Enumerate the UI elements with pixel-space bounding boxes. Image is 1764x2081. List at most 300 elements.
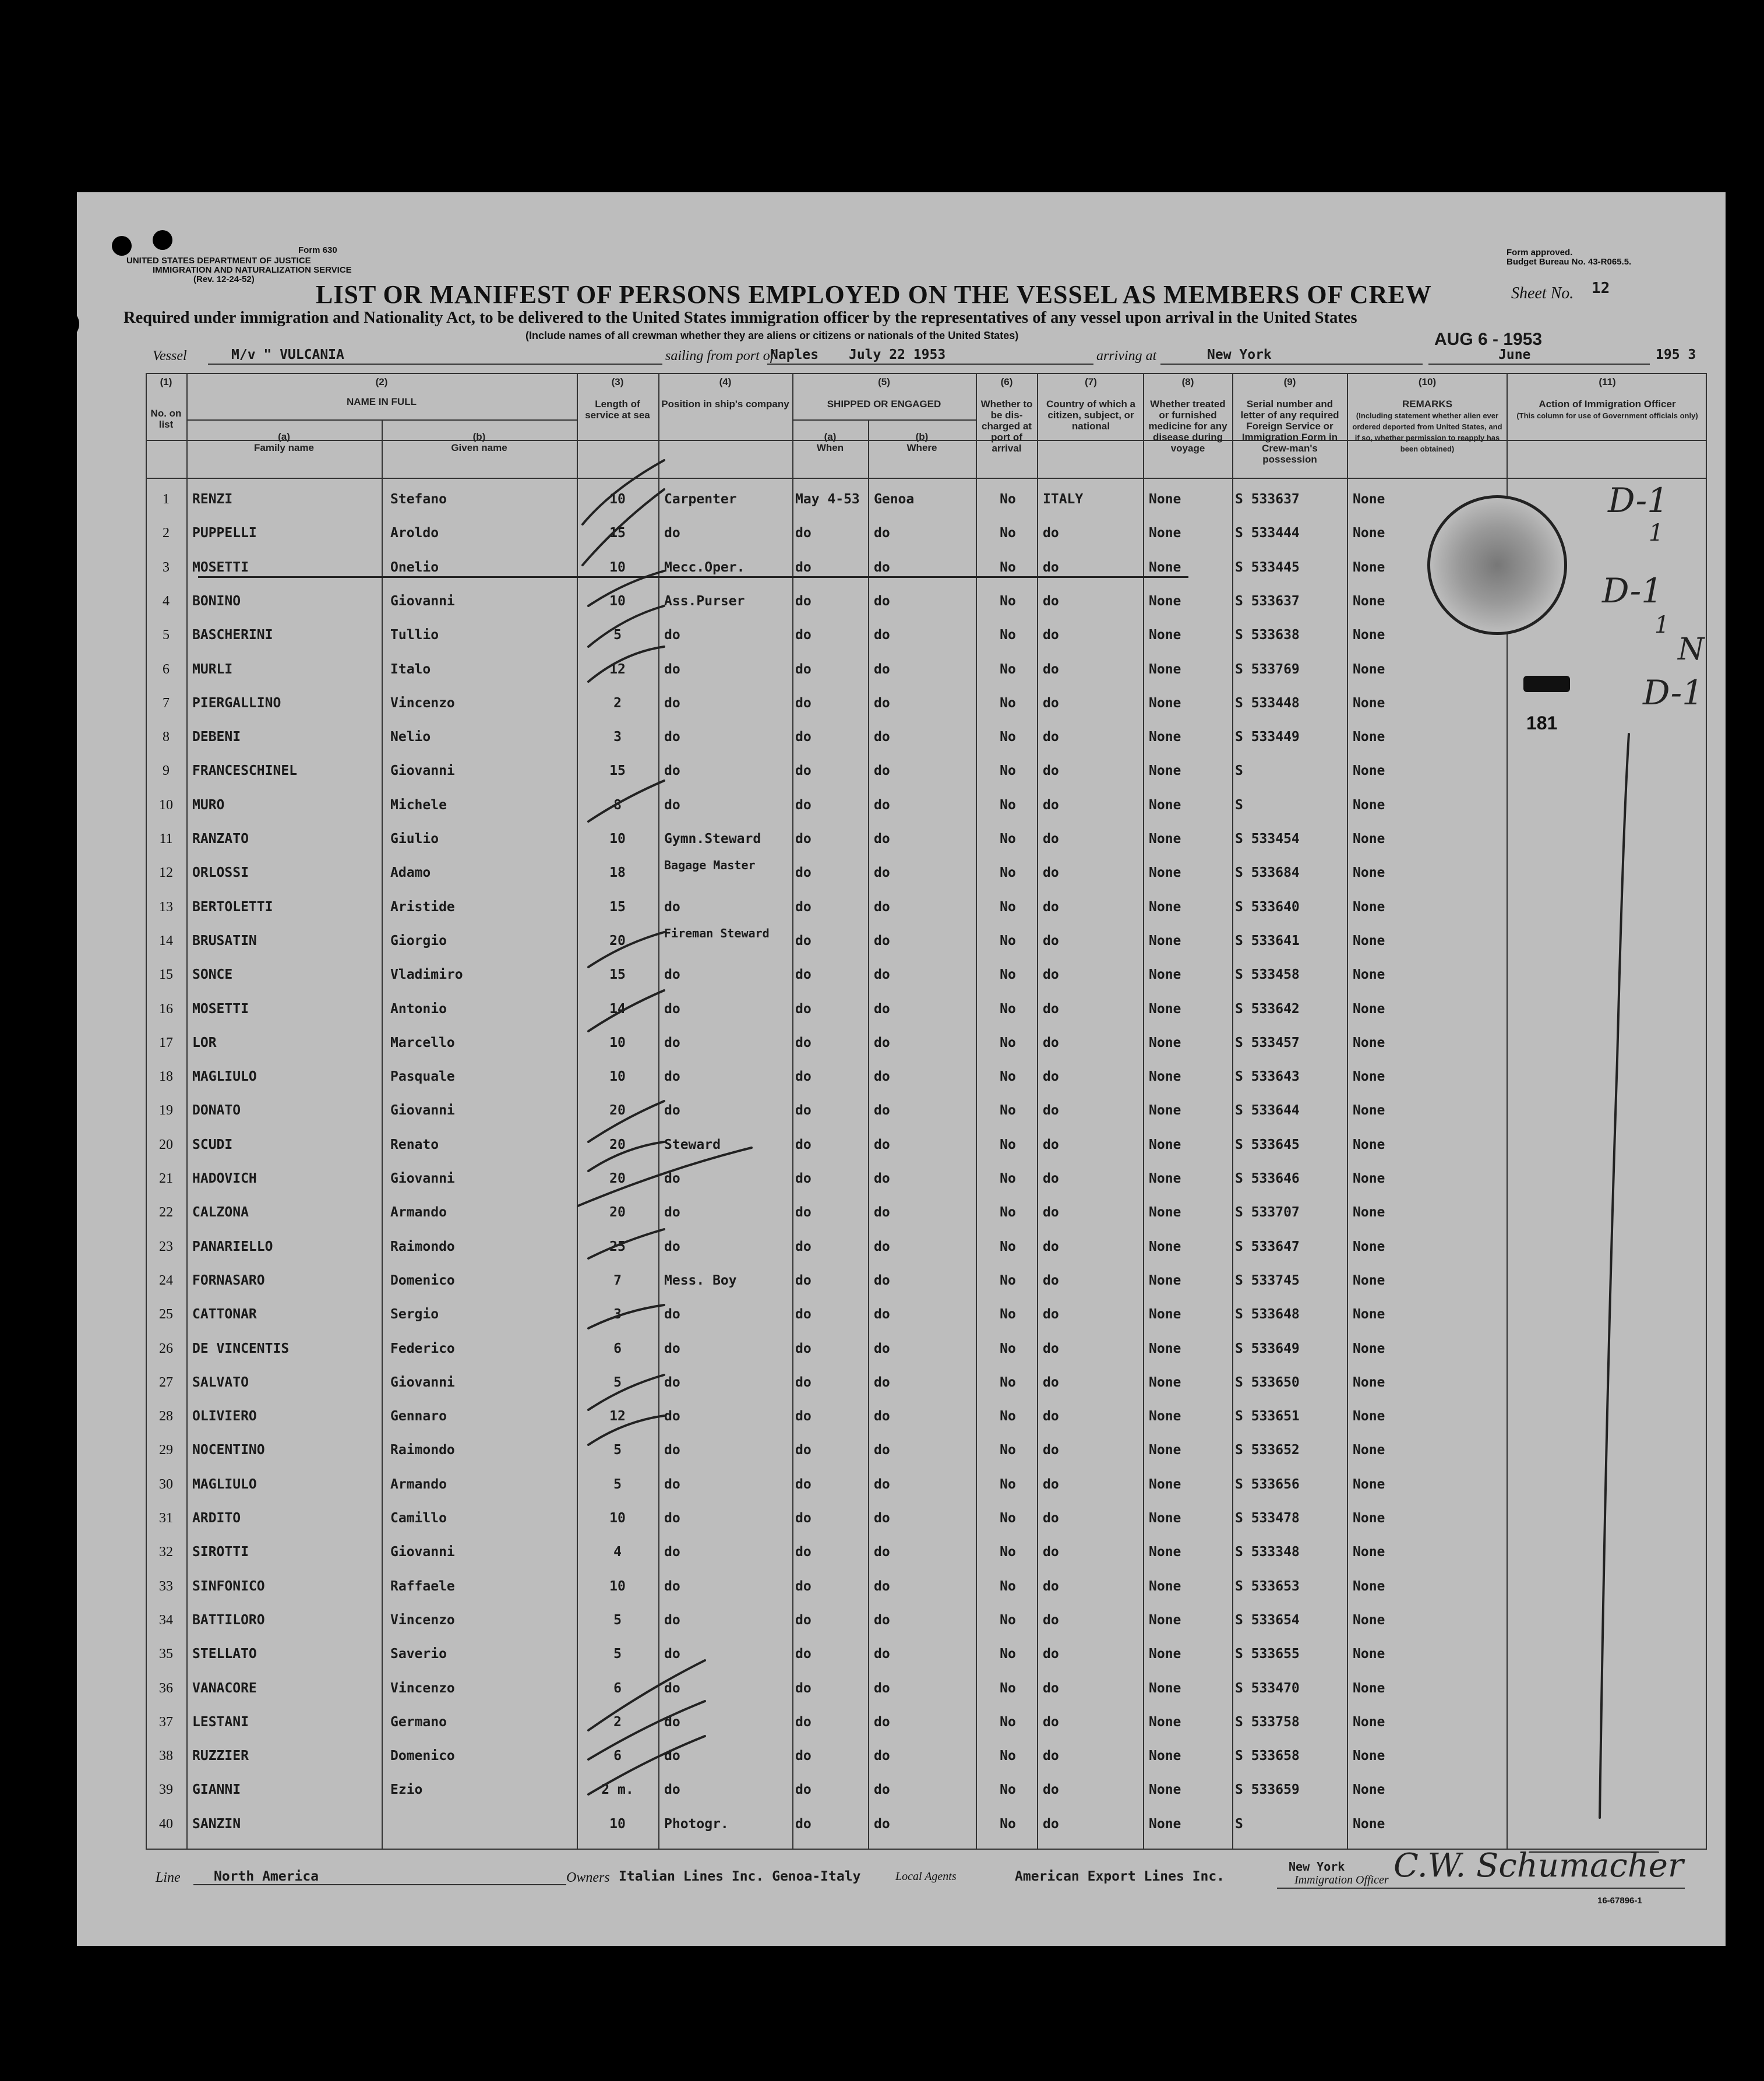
cell-service: 7: [613, 1272, 622, 1288]
col2-header: (2): [375, 376, 388, 387]
cell-discharged: No: [1000, 1171, 1016, 1186]
cell-family: NOCENTINO: [192, 1442, 265, 1458]
cell-discharged: No: [1000, 1307, 1016, 1322]
cell-remarks: None: [1353, 593, 1385, 609]
cell-no: 3: [163, 559, 170, 575]
printer-code: 16-67896-1: [1597, 1896, 1642, 1906]
cell-remarks: None: [1353, 763, 1385, 779]
cell-where: do: [874, 1374, 890, 1390]
cell-serial: S 533448: [1235, 695, 1300, 711]
cell-discharged: No: [1000, 525, 1016, 541]
cell-when: do: [795, 933, 812, 948]
cell-medicine: None: [1149, 1001, 1181, 1017]
cell-discharged: No: [1000, 1612, 1016, 1628]
cell-when: do: [795, 1612, 812, 1628]
cell-no: 26: [159, 1341, 173, 1356]
cell-remarks: None: [1353, 1001, 1385, 1017]
cell-country: do: [1043, 729, 1059, 745]
cell-serial: S 533745: [1235, 1272, 1300, 1288]
cell-country: do: [1043, 1612, 1059, 1628]
cell-position: do: [664, 1782, 680, 1798]
cell-serial: S 533457: [1235, 1035, 1300, 1050]
cell-service: 12: [609, 1409, 626, 1424]
cell-no: 27: [159, 1374, 173, 1390]
punch-hole: [47, 402, 77, 432]
cell-service: 10: [609, 1511, 626, 1526]
cell-when: do: [795, 967, 812, 983]
punch-hole: [47, 227, 77, 258]
cell-medicine: None: [1149, 1680, 1181, 1696]
cell-given: Renato: [390, 1137, 439, 1152]
cell-where: do: [874, 559, 890, 575]
cell-family: ORLOSSI: [192, 865, 249, 881]
cell-serial: S 533658: [1235, 1748, 1300, 1764]
cell-discharged: No: [1000, 1272, 1016, 1288]
cell-discharged: No: [1000, 627, 1016, 643]
cell-where: do: [874, 1442, 890, 1458]
cell-family: SANZIN: [192, 1816, 241, 1832]
cell-medicine: None: [1149, 865, 1181, 881]
punch-hole: [47, 1282, 77, 1312]
table-row: [146, 1231, 1707, 1265]
officer-label: Immigration Officer: [1294, 1874, 1389, 1886]
sailing-date: July 22 1953: [849, 347, 946, 362]
cell-no: 16: [159, 1001, 173, 1017]
cell-medicine: None: [1149, 492, 1181, 507]
sailing-label: sailing from port of: [665, 348, 774, 364]
cell-where: do: [874, 1680, 890, 1696]
cell-family: SALVATO: [192, 1374, 249, 1390]
year: 195 3: [1656, 347, 1696, 362]
table-row: [146, 1333, 1707, 1367]
table-row: [146, 1740, 1707, 1774]
cell-country: do: [1043, 1171, 1059, 1186]
cell-where: do: [874, 1239, 890, 1254]
cell-discharged: No: [1000, 1409, 1016, 1424]
cell-service: 6: [613, 1680, 622, 1696]
cell-when: do: [795, 1816, 812, 1832]
cell-when: do: [795, 1544, 812, 1560]
cell-service: 10: [609, 1578, 626, 1594]
cell-service: 10: [609, 831, 626, 846]
cell-remarks: None: [1353, 1816, 1385, 1832]
cell-medicine: None: [1149, 1272, 1181, 1288]
cell-family: FRANCESCHINEL: [192, 763, 298, 779]
cell-medicine: None: [1149, 1035, 1181, 1050]
cell-position: do: [664, 1714, 680, 1730]
cell-given: Vincenzo: [390, 1680, 455, 1696]
cell-no: 23: [159, 1239, 173, 1254]
cell-service: 14: [609, 1001, 626, 1017]
cell-where: do: [874, 933, 890, 948]
cell-given: Armando: [390, 1205, 447, 1221]
cell-medicine: None: [1149, 559, 1181, 575]
table-row: [146, 687, 1707, 721]
cell-where: do: [874, 1069, 890, 1085]
cell-discharged: No: [1000, 1341, 1016, 1356]
cell-remarks: None: [1353, 1612, 1385, 1628]
cell-position: do: [664, 763, 680, 779]
table-row: [146, 1673, 1707, 1706]
cell-position: do: [664, 967, 680, 983]
col6-header: (6) Whether to be dis-charged at port of arrival: [980, 376, 1033, 454]
cell-remarks: None: [1353, 1272, 1385, 1288]
cell-remarks: None: [1353, 1341, 1385, 1356]
cell-medicine: None: [1149, 1069, 1181, 1085]
cell-discharged: No: [1000, 1035, 1016, 1050]
punch-hole: [153, 230, 172, 250]
cell-serial: S 533642: [1235, 1001, 1300, 1017]
cell-serial: S: [1235, 1816, 1243, 1832]
cell-family: RUZZIER: [192, 1748, 249, 1764]
cell-service: 3: [613, 1307, 622, 1322]
cell-no: 20: [159, 1137, 173, 1152]
cell-position: do: [664, 1476, 680, 1492]
cell-service: 20: [609, 933, 626, 948]
table-row: [146, 1502, 1707, 1536]
table-row: [146, 959, 1707, 993]
cell-remarks: None: [1353, 525, 1385, 541]
cell-where: do: [874, 865, 890, 881]
cell-where: do: [874, 1476, 890, 1492]
cell-country: do: [1043, 1307, 1059, 1322]
cell-discharged: No: [1000, 763, 1016, 779]
action-mark-row-7: D-1: [1643, 673, 1704, 713]
cell-where: do: [874, 525, 890, 541]
cell-remarks: None: [1353, 1307, 1385, 1322]
cell-country: do: [1043, 1103, 1059, 1119]
cell-country: do: [1043, 1511, 1059, 1526]
cell-no: 17: [159, 1035, 173, 1050]
action-mark-row-2: 1: [1649, 520, 1664, 546]
officer-signature: C.W. Schumacher: [1393, 1847, 1684, 1885]
cell-given: Giovanni: [390, 1374, 455, 1390]
cell-medicine: None: [1149, 1612, 1181, 1628]
cell-remarks: None: [1353, 1069, 1385, 1085]
cell-discharged: No: [1000, 559, 1016, 575]
cell-family: CATTONAR: [192, 1307, 257, 1322]
cell-service: 15: [609, 763, 626, 779]
cell-medicine: None: [1149, 1476, 1181, 1492]
cell-given: Giovanni: [390, 1103, 455, 1119]
cell-medicine: None: [1149, 831, 1181, 846]
cell-family: MOSETTI: [192, 559, 249, 575]
cell-service: 5: [613, 1612, 622, 1628]
cell-no: 38: [159, 1748, 173, 1764]
cell-serial: S 533445: [1235, 559, 1300, 575]
cell-given: Vincenzo: [390, 695, 455, 711]
cell-where: do: [874, 1612, 890, 1628]
cell-when: May 4-53: [795, 492, 860, 507]
cell-given: Aroldo: [390, 525, 439, 541]
cell-country: ITALY: [1043, 492, 1084, 507]
cell-position: do: [664, 1205, 680, 1221]
form-number: Form 630: [298, 245, 337, 255]
cell-serial: S 533458: [1235, 967, 1300, 983]
cell-country: do: [1043, 899, 1059, 915]
table-row: [146, 1434, 1707, 1468]
cell-country: do: [1043, 1001, 1059, 1017]
cell-remarks: None: [1353, 1171, 1385, 1186]
cell-service: 10: [609, 1069, 626, 1085]
cell-no: 7: [163, 695, 170, 711]
cell-where: do: [874, 797, 890, 813]
cell-serial: S 533478: [1235, 1511, 1300, 1526]
cell-no: 11: [159, 831, 173, 846]
cell-remarks: None: [1353, 967, 1385, 983]
table-row: [146, 823, 1707, 857]
cell-family: MAGLIULO: [192, 1476, 257, 1492]
cell-service: 15: [609, 899, 626, 915]
cell-medicine: None: [1149, 1782, 1181, 1798]
cell-when: do: [795, 627, 812, 643]
col1-header-text: No. on list: [150, 408, 182, 430]
cell-no: 29: [159, 1442, 173, 1458]
cell-country: do: [1043, 525, 1059, 541]
cell-given: Domenico: [390, 1272, 455, 1288]
cell-remarks: None: [1353, 627, 1385, 643]
cell-service: 5: [613, 1476, 622, 1492]
cell-serial: S 533659: [1235, 1782, 1300, 1798]
cell-serial: S 533769: [1235, 661, 1300, 677]
col5a-header: (a) When: [816, 431, 844, 453]
cell-service: 4: [613, 1544, 622, 1560]
cell-service: 10: [609, 492, 626, 507]
officer-city: New York: [1289, 1860, 1345, 1874]
cell-country: do: [1043, 593, 1059, 609]
cell-where: do: [874, 661, 890, 677]
arriving-label: arriving at: [1096, 348, 1157, 364]
cell-discharged: No: [1000, 1714, 1016, 1730]
cell-no: 1: [163, 492, 170, 507]
cell-remarks: None: [1353, 1544, 1385, 1560]
cell-medicine: None: [1149, 1646, 1181, 1662]
cell-family: MURLI: [192, 661, 233, 677]
col5b-header: (b) Where: [906, 431, 937, 453]
cell-family: ARDITO: [192, 1511, 241, 1526]
cell-position: do: [664, 627, 680, 643]
table-row: [146, 654, 1707, 687]
cell-family: STELLATO: [192, 1646, 257, 1662]
cell-when: do: [795, 559, 812, 575]
cell-serial: S 533470: [1235, 1680, 1300, 1696]
cell-position: Gymn.Steward: [664, 831, 761, 846]
cell-no: 19: [159, 1103, 173, 1119]
cell-medicine: None: [1149, 797, 1181, 813]
cell-serial: S 533643: [1235, 1069, 1300, 1085]
cell-remarks: None: [1353, 1714, 1385, 1730]
cell-position: do: [664, 1680, 680, 1696]
cell-country: do: [1043, 933, 1059, 948]
cell-remarks: None: [1353, 1035, 1385, 1050]
cell-when: do: [795, 1205, 812, 1221]
cell-country: do: [1043, 695, 1059, 711]
service-line: IMMIGRATION AND NATURALIZATION SERVICE: [153, 265, 352, 275]
cell-service: 8: [613, 797, 622, 813]
table-row: [146, 993, 1707, 1027]
cell-no: 35: [159, 1646, 173, 1662]
cell-medicine: None: [1149, 1748, 1181, 1764]
cell-position: do: [664, 1578, 680, 1594]
cell-service: 6: [613, 1748, 622, 1764]
cell-medicine: None: [1149, 899, 1181, 915]
cell-discharged: No: [1000, 492, 1016, 507]
requirement-statement: Required under immigration and Nationality Act, to be delivered to the United States immigration officer by the representatives of any vessel upon arrival in the United States: [124, 309, 1357, 327]
cell-medicine: None: [1149, 1578, 1181, 1594]
cell-no: 5: [163, 627, 170, 643]
cell-medicine: None: [1149, 525, 1181, 541]
cell-family: DONATO: [192, 1103, 241, 1119]
cell-serial: S 533638: [1235, 627, 1300, 643]
cell-remarks: None: [1353, 1103, 1385, 1119]
cell-where: do: [874, 1103, 890, 1119]
cell-when: do: [795, 899, 812, 915]
cell-remarks: None: [1353, 661, 1385, 677]
cell-country: do: [1043, 1341, 1059, 1356]
table-row: [146, 1197, 1707, 1230]
cell-service: 10: [609, 1816, 626, 1832]
col4-header: (4) Position in ship's company: [661, 376, 789, 410]
cell-remarks: None: [1353, 1646, 1385, 1662]
cell-given: Ezio: [390, 1782, 423, 1798]
cell-given: Federico: [390, 1341, 455, 1356]
cell-country: do: [1043, 763, 1059, 779]
cell-when: do: [795, 1578, 812, 1594]
cell-no: 39: [159, 1782, 173, 1798]
cell-service: 6: [613, 1341, 622, 1356]
cell-remarks: None: [1353, 1511, 1385, 1526]
cell-no: 6: [163, 661, 170, 677]
cell-given: Onelio: [390, 559, 439, 575]
cell-remarks: None: [1353, 797, 1385, 813]
cell-given: Michele: [390, 797, 447, 813]
cell-country: do: [1043, 1442, 1059, 1458]
table-row: [146, 925, 1707, 959]
table-row: [146, 857, 1707, 891]
table-row: [146, 721, 1707, 755]
cell-country: do: [1043, 559, 1059, 575]
cell-no: 15: [159, 967, 173, 983]
col1-header: (1): [160, 376, 172, 387]
cell-given: Tullio: [390, 627, 439, 643]
table-row: [146, 1571, 1707, 1604]
cell-remarks: None: [1353, 695, 1385, 711]
cell-position: Ass.Purser: [664, 593, 745, 609]
cell-where: do: [874, 1646, 890, 1662]
cell-service: 15: [609, 967, 626, 983]
cell-position: do: [664, 1511, 680, 1526]
line-label: Line: [156, 1870, 181, 1885]
cell-discharged: No: [1000, 1680, 1016, 1696]
cell-where: do: [874, 695, 890, 711]
cell-no: 4: [163, 593, 170, 609]
cell-when: do: [795, 763, 812, 779]
cell-service: 2: [613, 695, 622, 711]
cell-country: do: [1043, 1816, 1059, 1832]
cell-country: do: [1043, 1069, 1059, 1085]
cell-medicine: None: [1149, 1205, 1181, 1221]
cell-country: do: [1043, 1205, 1059, 1221]
table-row: [146, 1401, 1707, 1434]
cell-when: do: [795, 1409, 812, 1424]
cell-when: do: [795, 695, 812, 711]
cell-where: Genoa: [874, 492, 915, 507]
cell-given: Raimondo: [390, 1239, 455, 1254]
cell-remarks: None: [1353, 1239, 1385, 1254]
table-row: [146, 1706, 1707, 1740]
cell-remarks: None: [1353, 1137, 1385, 1152]
page-title: LIST OR MANIFEST OF PERSONS EMPLOYED ON THE VESSEL AS MEMBERS OF CREW: [316, 280, 1432, 309]
owners-value: Italian Lines Inc. Genoa-Italy: [619, 1869, 861, 1884]
cell-given: Antonio: [390, 1001, 447, 1017]
cell-position: do: [664, 1307, 680, 1322]
cell-given: Gennaro: [390, 1409, 447, 1424]
cell-country: do: [1043, 661, 1059, 677]
col2-header-text: NAME IN FULL: [347, 396, 417, 407]
cell-serial: S 533653: [1235, 1578, 1300, 1594]
cell-remarks: None: [1353, 1374, 1385, 1390]
cell-when: do: [795, 1239, 812, 1254]
cell-given: Italo: [390, 661, 431, 677]
cell-given: Domenico: [390, 1748, 455, 1764]
cell-where: do: [874, 763, 890, 779]
cell-position: do: [664, 661, 680, 677]
cell-no: 8: [163, 729, 170, 745]
cell-given: Raffaele: [390, 1578, 455, 1594]
cell-when: do: [795, 1272, 812, 1288]
cell-remarks: None: [1353, 831, 1385, 846]
cell-when: do: [795, 865, 812, 881]
table-row: [146, 789, 1707, 823]
cell-position: do: [664, 1035, 680, 1050]
cell-medicine: None: [1149, 627, 1181, 643]
cell-no: 32: [159, 1544, 173, 1560]
cell-position: Steward: [664, 1137, 721, 1152]
cell-position: do: [664, 1001, 680, 1017]
cell-country: do: [1043, 967, 1059, 983]
cell-medicine: None: [1149, 1544, 1181, 1560]
cell-where: do: [874, 1544, 890, 1560]
cell-discharged: No: [1000, 1374, 1016, 1390]
cell-country: do: [1043, 1578, 1059, 1594]
cell-service: 10: [609, 593, 626, 609]
cell-no: 40: [159, 1816, 173, 1832]
signature-underline: [1277, 1888, 1685, 1889]
table-row: [146, 1774, 1707, 1808]
cell-discharged: No: [1000, 1069, 1016, 1085]
cell-discharged: No: [1000, 1137, 1016, 1152]
cell-when: do: [795, 1374, 812, 1390]
stamp-date: AUG 6 - 1953: [1434, 330, 1543, 349]
cell-given: Raimondo: [390, 1442, 455, 1458]
cell-where: do: [874, 967, 890, 983]
cell-when: do: [795, 1476, 812, 1492]
cell-when: do: [795, 1646, 812, 1662]
cell-discharged: No: [1000, 1239, 1016, 1254]
cell-service: 18: [609, 865, 626, 881]
cell-family: RANZATO: [192, 831, 249, 846]
cell-when: do: [795, 1680, 812, 1696]
cell-serial: S 533449: [1235, 729, 1300, 745]
cell-serial: S 533707: [1235, 1205, 1300, 1221]
cell-remarks: None: [1353, 933, 1385, 948]
cell-family: BONINO: [192, 593, 241, 609]
cell-when: do: [795, 1171, 812, 1186]
action-mark-row-6: N: [1678, 632, 1705, 667]
cell-position: do: [664, 1544, 680, 1560]
cell-medicine: None: [1149, 1137, 1181, 1152]
action-mark-row-1: D-1: [1608, 481, 1669, 520]
